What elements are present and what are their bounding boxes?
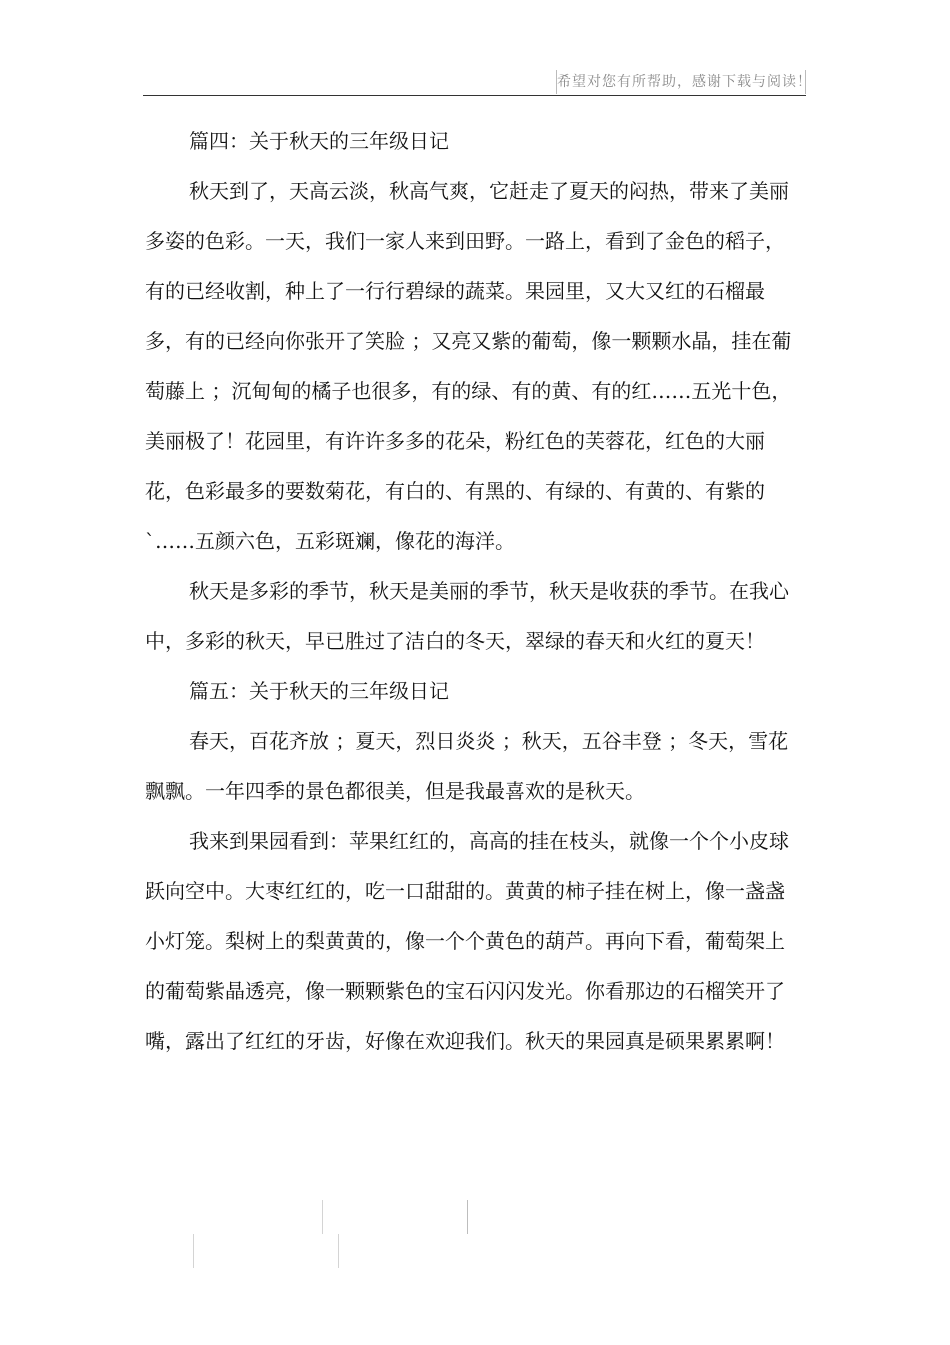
article-body (145, 116, 800, 1066)
faint-mark-3 (193, 1234, 194, 1268)
section4-title: 篇四：关于秋天的三年级日记 (189, 129, 449, 153)
section5-paragraph-2: 我来到果园看到：苹果红红的，高高的挂在枝头，就像一个个小皮球跃向空中。大枣红红的，吃一口甜甜的。黄黄的柿子挂在树上，像一盏盏小灯笼。梨树上的梨黄黄的，像一个个黄色的葫芦。再向下看，葡萄架上的葡萄紫晶透亮，像一颗颗紫色的宝石闪闪发光。你看那边的石榴笑开了嘴，露出了红红的牙齿，好像在欢迎我们。秋天的果园真是硕果累累啊！ (145, 829, 789, 1053)
header-note: 希望对您有所帮助，感谢下载与阅读！ (556, 70, 806, 94)
section5-paragraph-1: 春天，百花齐放 ；夏天，烈日炎炎 ；秋天，五谷丰登 ；冬天，雪花飘飘。一年四季的景色都很美，但是我最喜欢的是秋天。 (145, 729, 789, 803)
faint-mark-4 (338, 1234, 339, 1268)
section4-paragraph-2: 秋天是多彩的季节，秋天是美丽的季节，秋天是收获的季节。在我心中，多彩的秋天，早已胜过了洁白的冬天，翠绿的春天和火红的夏天！ (145, 579, 789, 653)
section4-paragraph-1: 秋天到了，天高云淡，秋高气爽，它赶走了夏天的闷热，带来了美丽多姿的色彩。一天，我们一家人来到田野。一路上，看到了金色的稻子，有的已经收割，种上了一行行碧绿的蔬菜。果园里，又大又红的石榴最多，有的已经向你张开了笑脸 ；又亮又紫的葡萄，像一颗颗水晶，挂在葡萄藤上 ；沉甸甸的橘子也很多，有的绿、有的黄、有的红……五光十色，美丽极了！花园里，有许许多多的花朵，粉红色的芙蓉花，红色的大丽花，色彩最多的要数菊花，有白的、有黑的、有绿的、有黄的、有紫的 `……五颜六色，五彩斑斓，像花的海洋。 (145, 179, 792, 553)
faint-mark-2 (467, 1200, 468, 1234)
faint-mark-1 (322, 1200, 323, 1234)
header-divider (143, 95, 806, 96)
section5-title: 篇五：关于秋天的三年级日记 (189, 679, 449, 703)
